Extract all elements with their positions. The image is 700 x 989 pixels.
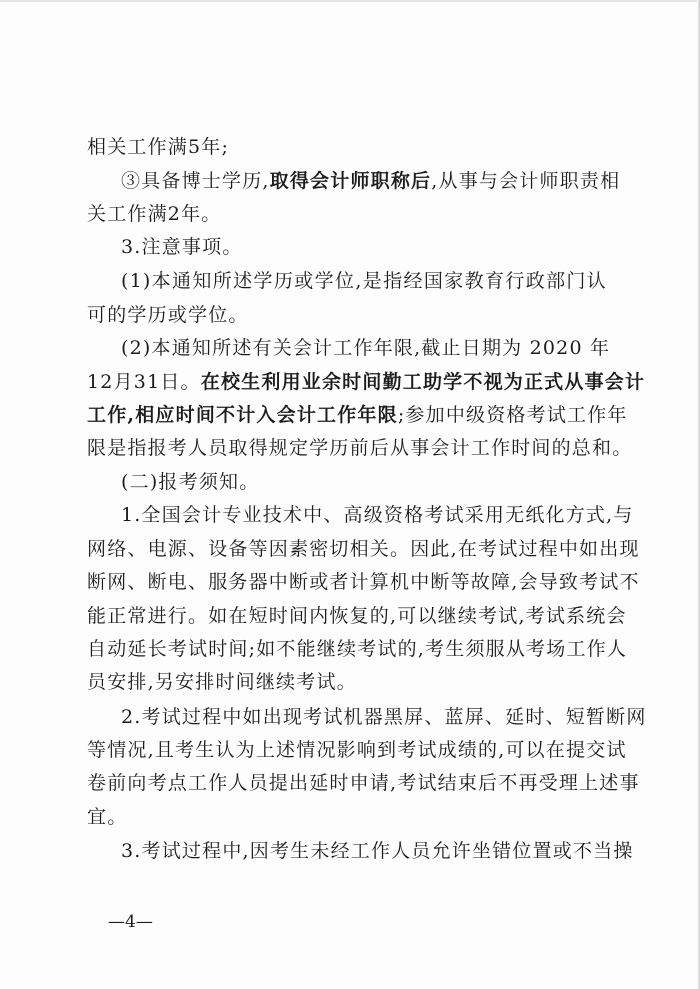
text-line [87, 633, 628, 666]
text-segment: 1.全国会计专业技术中、高级资格考试采用无纸化方式,与 [121, 504, 634, 526]
text-line [87, 366, 646, 399]
text-line [87, 131, 607, 164]
text-line [121, 165, 621, 198]
text-segment: 网络、电源、设备等因素密切相关。因此,在考试过程中如出现 [87, 538, 640, 560]
text-line [87, 600, 627, 633]
text-segment: 等情况,且考生认为上述情况影响到考试成绩的,可以在提交试 [87, 739, 627, 761]
text-segment: (1)本通知所述学历或学位,是指经国家教育行政部门认 [121, 270, 607, 292]
text-line [87, 666, 607, 699]
text-line [121, 499, 634, 532]
text-segment: 3.注意事项。 [121, 236, 243, 258]
bold-text-segment: 工作,相应时间不计入会计工作年限 [87, 404, 398, 426]
text-segment: 可的学历或学位。 [87, 304, 249, 326]
text-segment: 相关工作满5年; [87, 136, 230, 158]
text-line [87, 399, 628, 432]
text-line [121, 231, 607, 264]
text-segment: (2)本通知所述有关会计工作年限,截止日期为 2020 年 [121, 337, 611, 359]
text-line [121, 835, 634, 868]
text-line [121, 466, 607, 499]
text-segment: 员安排,另安排时间继续考试。 [87, 671, 357, 693]
scan-edge-top [0, 0, 700, 2]
page-number: —4— [108, 912, 153, 932]
text-segment: 宜。 [87, 806, 128, 828]
text-line [87, 734, 627, 767]
bold-text-segment: 取得会计师职称后 [269, 170, 432, 192]
text-segment: (二)报考须知。 [121, 471, 260, 493]
text-line [87, 767, 640, 800]
text-segment: 限是指报考人员取得规定学历前后从事会计工作时间的总和。 [87, 437, 633, 459]
text-line [87, 432, 633, 465]
text-line [87, 299, 607, 332]
text-segment: 自动延长考试时间;如不能继续考试的,考生须服从考场工作人 [87, 638, 628, 660]
text-line [121, 332, 611, 365]
text-segment: 2.考试过程中如出现考试机器黑屏、蓝屏、延时、短暂断网 [121, 706, 647, 728]
text-segment: 能正常进行。如在短时间内恢复的,可以继续考试,考试系统会 [87, 605, 627, 627]
text-segment: ③具备博士学历, [121, 170, 270, 192]
text-segment: 3.考试过程中,因考生未经工作人员允许坐错位置或不当操 [121, 840, 634, 862]
bold-text-segment: 在校生利用业余时间勤工助学不视为正式从事会计 [200, 371, 646, 393]
text-line [87, 198, 607, 231]
text-line [121, 701, 647, 734]
text-line [87, 533, 640, 566]
text-segment: ;参加中级资格考试工作年 [397, 404, 628, 426]
text-segment: 断网、断电、服务器中断或者计算机中断等故障,会导致考试不 [87, 571, 640, 593]
text-segment: ,从事与会计师职责相 [431, 170, 621, 192]
text-line [87, 566, 640, 599]
text-segment: 卷前向考点工作人员提出延时申请,考试结束后不再受理上述事 [87, 772, 640, 794]
text-segment: 12月31日。 [87, 371, 201, 393]
text-line [121, 265, 607, 298]
text-line [87, 801, 607, 834]
text-segment: 关工作满2年。 [87, 203, 222, 225]
